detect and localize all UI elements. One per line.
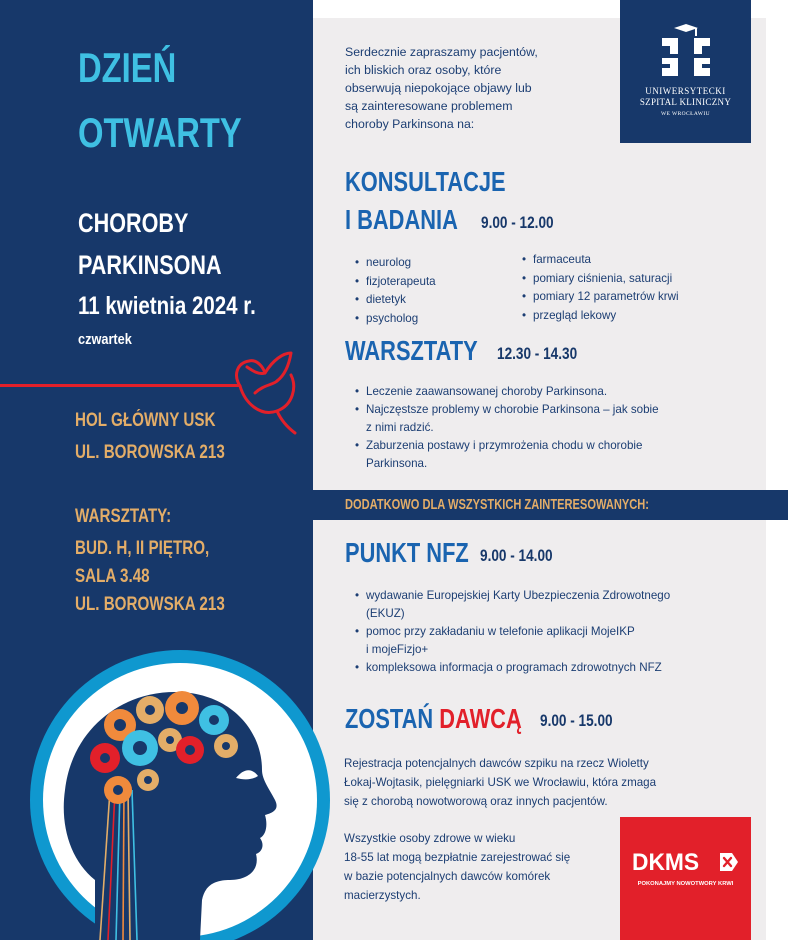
list-item: • dietetyk xyxy=(355,291,436,310)
intro-line: ich bliskich oraz osoby, które xyxy=(345,63,502,77)
list-item-line: • Leczenie zaawansowanej choroby Parkinsona. xyxy=(366,385,608,398)
list-item-line: (EKUZ) xyxy=(366,607,405,620)
rose-icon xyxy=(215,345,305,440)
dawca-paragraph-1 xyxy=(344,754,656,811)
list-item xyxy=(355,623,670,659)
workshops-label: WARSZTATY: xyxy=(75,506,172,527)
workshops-line-2: SALA 3.48 xyxy=(75,566,150,587)
paragraph-line: Wszystkie osoby zdrowe w wieku xyxy=(344,832,516,845)
event-weekday: czwartek xyxy=(78,331,132,348)
list-item: • pomiary ciśnienia, saturacji xyxy=(522,270,679,289)
head-gears-icon xyxy=(0,630,330,940)
intro-line: choroby Parkinsona na: xyxy=(345,117,475,131)
dawca-title-part-2: DAWCĄ xyxy=(439,703,522,734)
red-divider-line xyxy=(0,384,240,387)
konsultacje-list-2 xyxy=(522,251,679,325)
location-line-1: HOL GŁÓWNY USK xyxy=(75,410,216,431)
extra-banner xyxy=(313,490,788,520)
list-item xyxy=(355,401,659,437)
logo-line-2: SZPITAL KLINICZNY xyxy=(639,97,732,107)
konsultacje-title-line-2: I BADANIA xyxy=(345,204,458,235)
warsztaty-title: WARSZTATY xyxy=(345,335,478,366)
subtitle-line-1: CHOROBY xyxy=(78,208,189,238)
list-item xyxy=(355,437,659,473)
dkms-logo-icon xyxy=(718,851,740,873)
dawca-time: 9.00 - 15.00 xyxy=(540,711,613,730)
intro-line: obserwują niepokojące objawy lub xyxy=(345,81,532,95)
logo-line-3: WE WROCŁAWIU xyxy=(660,111,710,117)
logo-line-1: UNIWERSYTECKI xyxy=(645,86,726,96)
workshops-line-3: UL. BOROWSKA 213 xyxy=(75,594,225,615)
list-item-line: • Najczęstsze problemy w chorobie Parkinsona – jak sobie xyxy=(366,403,659,416)
list-item-line: • kompleksowa informacja o programach zdrowotnych NFZ xyxy=(366,661,662,674)
dkms-tagline: POKONAJMY NOWOTWORY KRWI xyxy=(637,881,734,887)
event-title-line-2: OTWARTY xyxy=(78,109,242,156)
list-item-line: z nimi radzić. xyxy=(366,421,434,434)
intro-text xyxy=(345,43,585,133)
paragraph-line: macierzystych. xyxy=(344,889,421,902)
paragraph-line: się z chorobą nowotworową oraz innych pacjentów. xyxy=(344,795,608,808)
workshops-line-1: BUD. H, II PIĘTRO, xyxy=(75,538,210,559)
intro-line: są zainteresowane problemem xyxy=(345,99,513,113)
list-item: • fizjoterapeuta xyxy=(355,273,436,292)
konsultacje-time: 9.00 - 12.00 xyxy=(481,213,554,232)
list-item xyxy=(355,659,670,677)
subtitle-line-2: PARKINSONA xyxy=(78,250,222,280)
paragraph-line: w bazie potencjalnych dawców komórek xyxy=(344,870,551,883)
list-item xyxy=(355,383,659,401)
konsultacje-list-1 xyxy=(355,254,436,328)
dkms-logo xyxy=(620,817,751,940)
dawca-title-part-1: ZOSTAŃ xyxy=(345,703,434,734)
list-item: • przegląd lekowy xyxy=(522,307,679,326)
konsultacje-title-line-1: KONSULTACJE xyxy=(345,166,506,197)
dawca-title xyxy=(345,703,522,735)
hospital-logo-icon xyxy=(658,24,714,80)
paragraph-line: Łokaj-Wojtasik, pielęgniarki USK we Wrocławiu, która zmaga xyxy=(344,776,657,789)
event-date: 11 kwietnia 2024 r. xyxy=(78,292,256,320)
hospital-logo xyxy=(620,0,751,143)
dkms-name: DKMS xyxy=(632,849,700,876)
list-item-line: Parkinsona. xyxy=(366,457,428,470)
list-item-line: • wydawanie Europejskiej Karty Ubezpieczenia Zdrowotnego xyxy=(366,589,671,602)
list-item xyxy=(355,587,670,623)
list-item-line: • Zaburzenia postawy i przymrożenia chodu w chorobie xyxy=(366,439,643,452)
list-item: • psycholog xyxy=(355,310,436,329)
nfz-list xyxy=(355,587,670,677)
list-item: • neurolog xyxy=(355,254,436,273)
event-title-line-1: DZIEŃ xyxy=(78,44,177,91)
list-item-line: i mojeFizjo+ xyxy=(366,643,429,656)
intro-line: Serdecznie zapraszamy pacjentów, xyxy=(345,45,538,59)
nfz-time: 9.00 - 14.00 xyxy=(480,546,553,565)
list-item: • farmaceuta xyxy=(522,251,679,270)
warsztaty-time: 12.30 - 14.30 xyxy=(497,344,578,363)
nfz-title: PUNKT NFZ xyxy=(345,537,469,568)
list-item: • pomiary 12 parametrów krwi xyxy=(522,288,679,307)
extra-banner-text: DODATKOWO DLA WSZYSTKICH ZAINTERESOWANYCH: xyxy=(345,496,650,513)
paragraph-line: 18-55 lat mogą bezpłatnie zarejestrować się xyxy=(344,851,571,864)
list-item-line: • pomoc przy zakładaniu w telefonie aplikacji MojeIKP xyxy=(366,625,635,638)
paragraph-line: Rejestracja potencjalnych dawców szpiku na rzecz Wioletty xyxy=(344,757,649,770)
location-line-2: UL. BOROWSKA 213 xyxy=(75,442,225,463)
warsztaty-list xyxy=(355,383,659,473)
dawca-paragraph-2 xyxy=(344,829,570,905)
